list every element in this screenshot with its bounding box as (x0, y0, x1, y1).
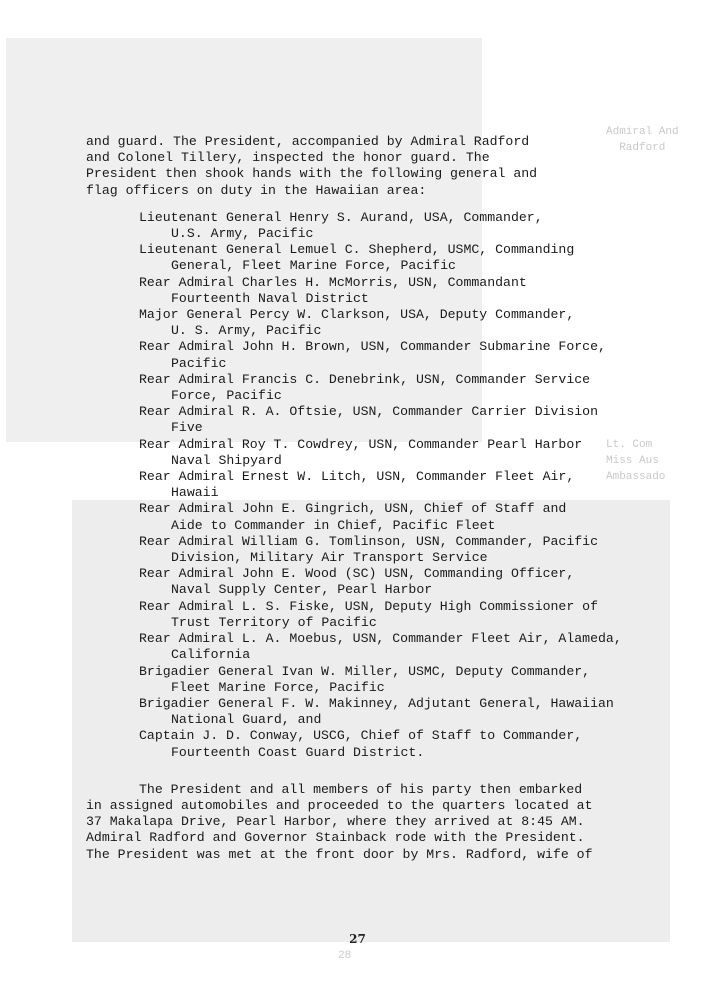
officer-line: Rear Admiral John E. Wood (SC) USN, Commanding Officer, (139, 566, 575, 582)
closing-line: The President was met at the front door by Mrs. Radford, wife of (86, 846, 593, 862)
officer-list-item (139, 534, 646, 566)
officer-line-continued: Pacific (171, 355, 227, 371)
officer-line-continued: Naval Supply Center, Pearl Harbor (171, 582, 433, 598)
officer-list-item (139, 437, 646, 469)
officer-line: Captain J. D. Conway, USCG, Chief of Staff to Commander, (139, 728, 583, 744)
officer-line: Rear Admiral John E. Gingrich, USN, Chief of Staff and (139, 501, 567, 517)
intro-line: flag officers on duty in the Hawaiian area: (86, 182, 427, 198)
officer-list-item (139, 728, 646, 760)
closing-paragraph (86, 782, 646, 863)
officer-line-continued: Fleet Marine Force, Pacific (171, 679, 385, 695)
officer-line: Lieutenant General Henry S. Aurand, USA, Commander, (139, 209, 543, 225)
officer-line: Brigadier General F. W. Makinney, Adjutant General, Hawaiian (139, 695, 614, 711)
intro-line: President then shook hands with the following general and (86, 166, 538, 182)
officer-list-item (139, 339, 646, 371)
officer-line-continued: Division, Military Air Transport Service (171, 550, 488, 566)
officer-line: Rear Admiral Ernest W. Litch, USN, Commander Fleet Air, (139, 469, 575, 485)
officer-line-continued: Trust Territory of Pacific (171, 614, 377, 630)
officer-line-continued: Force, Pacific (171, 388, 282, 404)
officer-line: Lieutenant General Lemuel C. Shepherd, USMC, Commanding (139, 242, 575, 258)
officer-list-item (139, 307, 646, 339)
intro-line: and guard. The President, accompanied by Admiral Radford (86, 134, 530, 149)
intro-paragraph (86, 134, 646, 199)
closing-line: Admiral Radford and Governor Stainback rode with the President. (86, 830, 585, 846)
officer-line-continued: General, Fleet Marine Force, Pacific (171, 258, 456, 274)
officer-line-continued: California (171, 647, 251, 663)
document-body (86, 134, 646, 863)
show-through-page-number: 28 (338, 950, 352, 962)
officer-list-item (139, 275, 646, 307)
officer-list-item (139, 242, 646, 274)
closing-line: The President and all members of his party then embarked (139, 781, 583, 797)
officer-line: Rear Admiral R. A. Oftsie, USN, Commander Carrier Division (139, 404, 598, 420)
officer-list-item (139, 469, 646, 501)
show-through-text-top: Admiral And Radford (606, 126, 679, 154)
officer-list-item (139, 696, 646, 728)
officer-line-continued: U.S. Army, Pacific (171, 226, 314, 242)
closing-line: in assigned automobiles and proceeded to the quarters located at (86, 797, 593, 813)
officer-line-continued: Five (171, 420, 203, 436)
officer-line: Brigadier General Ivan W. Miller, USMC, Deputy Commander, (139, 663, 591, 679)
officer-line-continued: Fourteenth Naval District (171, 290, 369, 306)
officer-line-continued: Fourteenth Coast Guard District. (171, 744, 425, 760)
officer-line: Rear Admiral Francis C. Denebrink, USN, Commander Service (139, 371, 591, 387)
officer-list-item (139, 372, 646, 404)
closing-line: 37 Makalapa Drive, Pearl Harbor, where they arrived at 8:45 AM. (86, 814, 585, 830)
officer-line: Major General Percy W. Clarkson, USA, Deputy Commander, (139, 307, 575, 323)
officer-list-item (139, 664, 646, 696)
officer-line-continued: Naval Shipyard (171, 452, 282, 468)
officer-list-item (139, 501, 646, 533)
officer-list-item (139, 210, 646, 242)
officer-line: Rear Admiral L. A. Moebus, USN, Commander Fleet Air, Alameda, (139, 631, 622, 647)
officer-line-continued: National Guard, and (171, 712, 322, 728)
officer-list-item (139, 599, 646, 631)
officer-line-continued: Aide to Commander in Chief, Pacific Fleet (171, 517, 496, 533)
officer-line: Rear Admiral L. S. Fiske, USN, Deputy High Commissioner of (139, 598, 598, 614)
officer-list (139, 210, 646, 761)
officer-line-continued: U. S. Army, Pacific (171, 323, 322, 339)
officer-list-item (139, 566, 646, 598)
officer-line-continued: Hawaii (171, 485, 219, 501)
officer-line: Rear Admiral Roy T. Cowdrey, USN, Commander Pearl Harbor (139, 436, 583, 452)
intro-line: and Colonel Tillery, inspected the honor guard. The (86, 150, 490, 166)
page-number: 27 (349, 932, 366, 946)
officer-list-item (139, 404, 646, 436)
officer-line: Rear Admiral John H. Brown, USN, Commander Submarine Force, (139, 339, 606, 355)
officer-list-item (139, 631, 646, 663)
officer-line: Rear Admiral William G. Tomlinson, USN, Commander, Pacific (139, 533, 598, 549)
officer-line: Rear Admiral Charles H. McMorris, USN, Commandant (139, 274, 527, 290)
show-through-text-middle: Lt. Com Miss Aus Ambassado (606, 439, 666, 483)
